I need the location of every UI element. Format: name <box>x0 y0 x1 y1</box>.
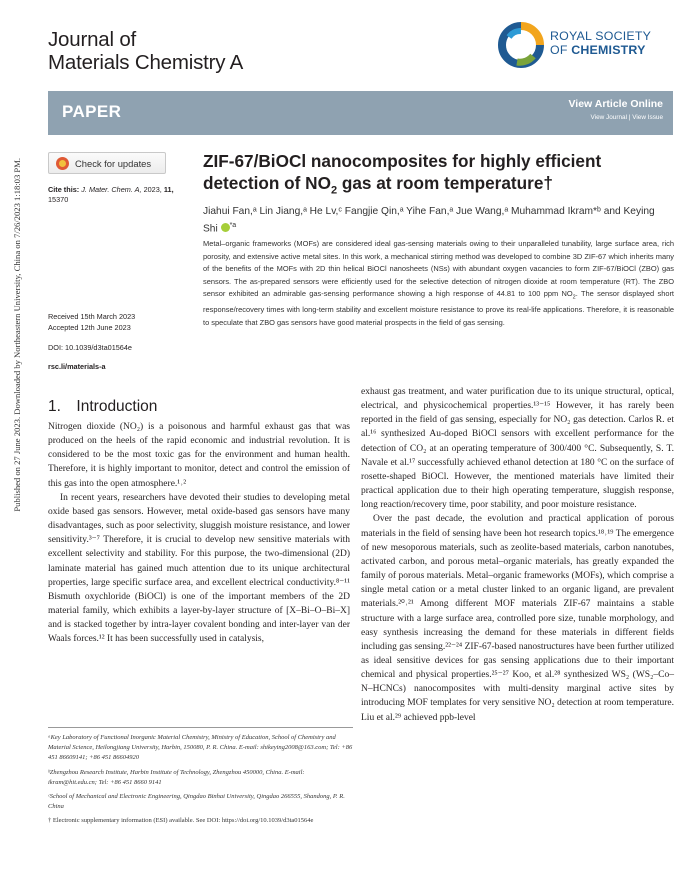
section-heading-introduction: 1. Introduction <box>48 398 158 415</box>
author-list <box>203 205 663 236</box>
title-subscript: 2 <box>330 184 338 197</box>
body-column-right <box>361 385 674 725</box>
paragraph: exhaust gas treatment, and water purification due to its unique structural, optical, electrical, and physicochemical properties.¹³⁻¹⁵ However, it has rarely been reported in the field of gas sensing, especially for NO₂ gas detection. Carlos R. et al.¹⁶ synthesized Au-doped BiOCl sensors with excellent performance for the detection of CO₂ at an operating temperature of 300/400 °C. Subsequently, S. T. Navale et al.¹⁷ successfully achieved ethanol detection at 180 °C on the surface of rosette-shaped BiOCl. However, the mentioned materials have limited their practical application due to their high operating temperature, sluggish response, long reaction/recovery time, poor stability, and poor moisture resistance. <box>361 387 674 511</box>
paragraph: Over the past decade, the evolution and practical application of porous materials in the field of sensing have been hot research topics.¹⁸˒¹⁹ The emergence of new mesoporous materials, such as zeolite-based materials, carbon nanotubes, activated carbon, and porous metal–organic materials, has greatly expanded the family of porous materials. Metal–organic frameworks (MOFs), which comprise a single metal cation or a metal cluster linked to an organic ligand, are prevalent materials.²⁰˒²¹ Among different MOF materials ZIF-67 maintains a stable structure with a large surface area, controlled pore size, tunable morphology, and easy synthesis increasing the demand for these materials in different fields including gas sensing.²²⁻²⁴ ZIF-67-based nanostructures have been further utilized as ideal sensitive devices for gas sensing applications due to their important chemical and physical properties.²⁵⁻²⁷ Koo, et al.²⁸ synthesized WS₂ (WS₂–Co–N–HCNCs) nanocomposites with multi-density marginal active sites by introducing MOF templates for very sensitive NO₂ detection at room temperature. Liu et al.²⁹ achieved ppb-level <box>361 514 674 723</box>
abstract <box>203 238 674 330</box>
body-column-left <box>48 420 350 647</box>
article-title <box>203 150 673 201</box>
accepted-date: Accepted 12th June 2023 <box>48 322 131 332</box>
journal-name[interactable] <box>48 28 243 74</box>
cite-prefix: Cite this: <box>48 185 80 194</box>
abstract-text-part2: . The sensor displayed short response/recovery times with long-term stability and excellent moisture resistance to prove its real-life applications. Therefore, it is reasonable to speculate that ZBO gas sensors have good material prospects in the field of gas sensing. <box>203 289 675 328</box>
abstract-subscript: 2 <box>572 294 576 301</box>
download-notice: Published on 27 June 2023. Downloaded by Northeastern University, China on 7/26/2023 1:18:03 PM. <box>12 158 22 512</box>
received-date: Received 15th March 2023 <box>48 312 136 321</box>
affiliation-a: ᵃKey Laboratory of Functional Inorganic Material Chemistry, Ministry of Education, School of Chemistry and Material Science, Heilongjiang University, Harbin, 150080, P. R. China. E-mail: shikeying2008@163.com; Tel: +86 451 86609141; +86 451 86604920 <box>48 734 353 762</box>
check-for-updates-button[interactable] <box>48 152 166 174</box>
paragraph: Nitrogen dioxide (NO₂) is a poisonous and harmful exhaust gas that was produced on the heels of the rapid economic and industrial revolution. It is considered to be the most toxic gas for the environment and human health. Therefore, it is highly important to monitor, detect and control the emission of this gas into the open atmosphere.¹˒² <box>48 422 350 489</box>
journal-name-line1: Journal of <box>48 28 137 51</box>
affiliation-b: ᵇZhengzhou Research Institute, Harbin Institute of Technology, Zhengzhou 450000, China. E-mail: ikram@hit.edu.cn; Tel: +86 451 8660 9141 <box>48 768 305 786</box>
publisher-line1: ROYAL SOCIETY <box>550 29 652 43</box>
cite-volume: 11, <box>163 185 174 194</box>
cite-journal: J. Mater. Chem. A, <box>81 185 142 194</box>
view-article-online-link[interactable]: View Article Online <box>568 98 663 110</box>
footnotes <box>48 733 353 831</box>
title-part1: ZIF-67/BiOCl nanocomposites for highly efficient detection of NO <box>203 151 602 193</box>
journal-name-line2: Materials Chemistry A <box>48 51 244 74</box>
rsc-logo-icon <box>496 20 546 70</box>
crossmark-icon <box>56 157 69 170</box>
paragraph: In recent years, researchers have devoted their studies to developing metal oxide based gas sensors. However, metal oxide-based gas sensors have many disadvantages, such as poor selectivity, sluggish moisture resistance, and lower sensitivity.³⁻⁷ Therefore, it is crucial to develop new sensitive materials with excellent selectivity and stability. For this purpose, the two-dimensional (2D) laminate material has gained much attention due to its unique architectural properties, large specific surface area, and excellent electrical conductivity.⁸⁻¹¹ Bismuth oxychloride (BiOCl) is one of the important members of the 2D material family, which exhibits a layer-by-layer structure of [X–Bi–O–Bi–X] and is stacked together by intra-layer covalent bonding and inter-layer van der Waals forces.¹² It has been successfully used in catalysis, <box>48 492 350 645</box>
author-affiliation-mark: *a <box>229 222 237 229</box>
affiliation-c: ᶜSchool of Mechanical and Electronic Engineering, Qingdao Binhai University, Qingdao 266555, Shandong, P. R. China <box>48 793 345 811</box>
publisher-line2-prefix: OF <box>550 43 568 57</box>
author-names: Jiahui Fan,ᵃ Lin Jiang,ᵃ He Lv,ᶜ Fangjie Qin,ᵃ Yihe Fan,ᵃ Jue Wang,ᵃ Muhammad Ikram*ᵇ and Keying Shi <box>203 206 655 235</box>
cite-year: 2023, <box>143 185 162 194</box>
publisher-name <box>550 29 651 57</box>
view-journal-issue-links[interactable]: View Journal | View Issue <box>590 114 663 121</box>
footnote-divider <box>48 727 353 728</box>
check-for-updates-label: Check for updates <box>75 157 152 169</box>
doi[interactable]: DOI: 10.1039/d3ta01564e <box>48 343 132 352</box>
citation-info <box>48 185 198 205</box>
esi-note[interactable]: † Electronic supplementary information (ESI) available. See DOI: https://doi.org/10.1039/d3ta01564e <box>48 817 314 825</box>
publisher-line2-bold: CHEMISTRY <box>571 43 646 57</box>
article-type-banner <box>48 91 673 135</box>
article-type-label: PAPER <box>62 102 122 121</box>
submission-dates <box>48 312 198 333</box>
title-part2: gas at room temperature† <box>337 173 553 193</box>
journal-short-link[interactable]: rsc.li/materials-a <box>48 362 106 371</box>
orcid-icon[interactable] <box>221 223 230 232</box>
abstract-text-part1: Metal–organic frameworks (MOFs) are considered ideal gas-sensing materials owing to their unparalleled tunability, large surface area, rich porosity, and extensive active metal sites. In this work, a mechanical stirring method was developed to combine 3D ZIF-67 which inherits many of the benefits of the MOFs with 2D thin helical BiOCl nanosheets (NSs) with abundant oxygen vacancies to form ZIF-67/BiOCl (ZBO) gas sensors. The as-prepared sensors were efficiently used for the selective detection of nitrogen dioxide at room temperature (RT). The ZBO sensor exhibited an admirable gas-sensing performance showing a high response of 44.81 to 100 ppm NO <box>203 239 674 299</box>
cite-page: 15370 <box>48 195 69 204</box>
